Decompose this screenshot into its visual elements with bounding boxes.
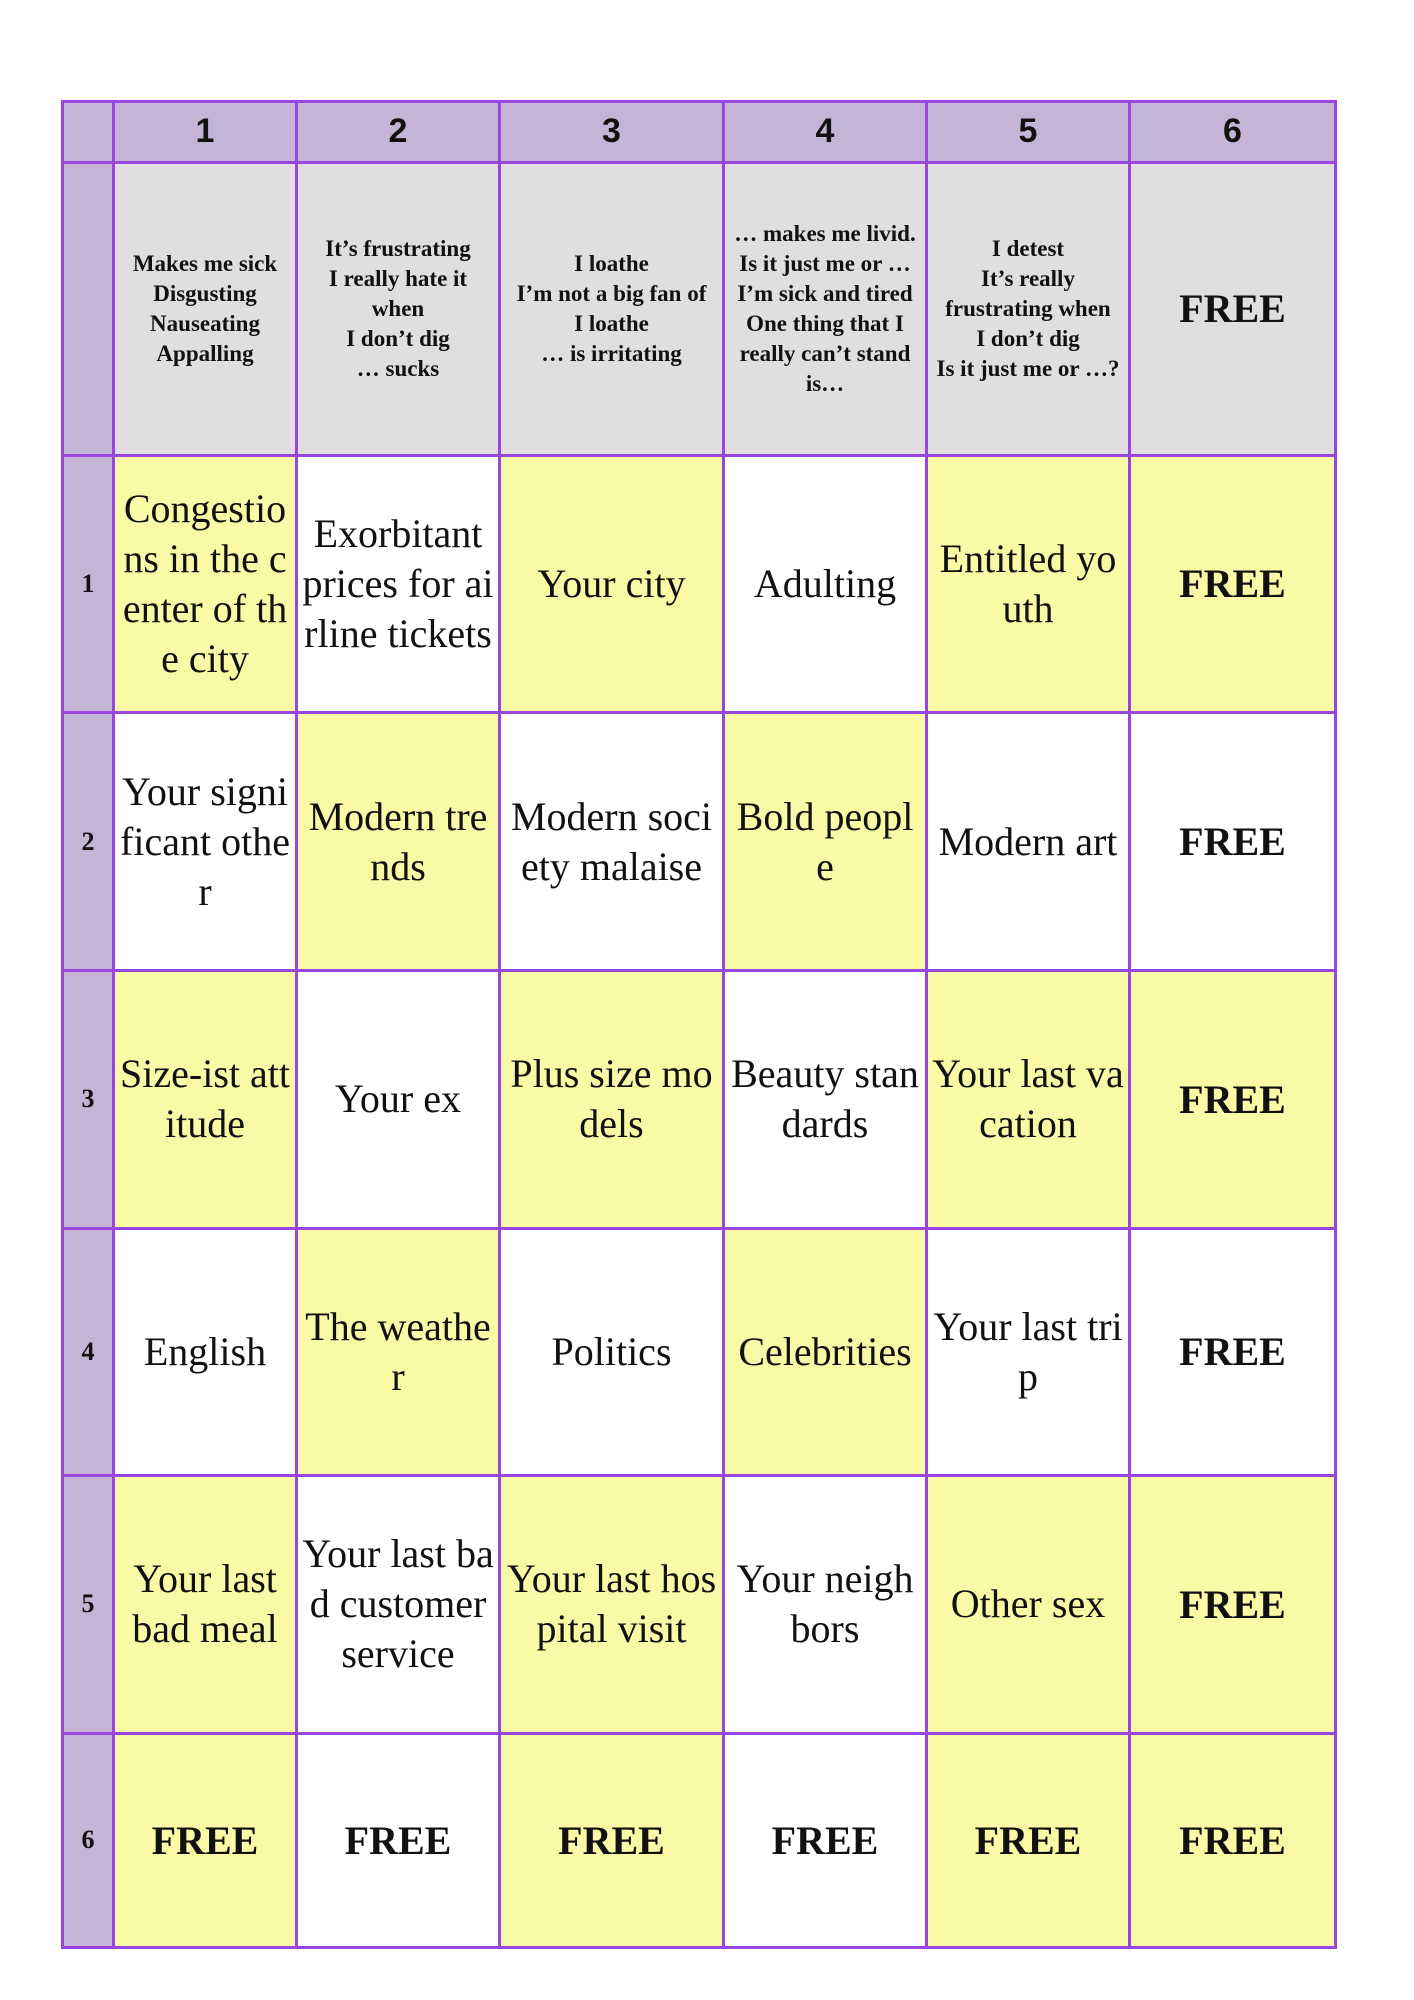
phrase-text: I loathe	[574, 250, 649, 276]
topic-cell: Your last trip	[927, 1228, 1130, 1476]
topic-cell: The weather	[297, 1228, 500, 1476]
row-number: 3	[63, 970, 114, 1228]
topic-cell: Your city	[500, 455, 724, 713]
phrase-text: I’m sick and tired	[737, 280, 913, 306]
phrase-text: One thing that I really can’t stand is…	[739, 310, 911, 396]
topic-cell: Your last vacation	[927, 970, 1130, 1228]
topic-cell: Plus size models	[500, 970, 724, 1228]
free-cell: FREE	[927, 1733, 1130, 1947]
phrase-text: I detest	[991, 235, 1065, 261]
column-number: 1	[114, 102, 297, 163]
topic-cell: Entitled youth	[927, 455, 1130, 713]
topic-row	[63, 455, 1336, 713]
free-cell: FREE	[297, 1733, 500, 1947]
free-cell: FREE	[114, 1733, 297, 1947]
free-cell: FREE	[1130, 970, 1336, 1228]
phrase-cell	[297, 162, 500, 455]
phrase-text: I’m not a big fan of	[516, 280, 707, 306]
phrase-cell	[927, 162, 1130, 455]
column-number: 2	[297, 102, 500, 163]
row-number: 4	[63, 1228, 114, 1476]
free-cell: FREE	[724, 1733, 927, 1947]
topic-row	[63, 713, 1336, 971]
topic-cell: Your last bad customer service	[297, 1476, 500, 1734]
free-cell: FREE	[1130, 455, 1336, 713]
phrase-text: Is it just me or …?	[936, 355, 1120, 381]
topic-cell: Modern society malaise	[500, 713, 724, 971]
topic-cell: Celebrities	[724, 1228, 927, 1476]
column-number: 4	[724, 102, 927, 163]
topic-row	[63, 1733, 1336, 1947]
topic-cell: Adulting	[724, 455, 927, 713]
free-cell: FREE	[1130, 162, 1336, 455]
topic-cell: Bold people	[724, 713, 927, 971]
row-number: 1	[63, 455, 114, 713]
phrase-text: It’s frustrating	[325, 235, 471, 261]
phrase-text: … is irritating	[541, 340, 682, 366]
free-cell: FREE	[500, 1733, 724, 1947]
phrase-text: It’s really frustrating when	[945, 265, 1111, 321]
phrase-text: … sucks	[356, 355, 440, 381]
topic-cell: English	[114, 1228, 297, 1476]
free-cell: FREE	[1130, 1476, 1336, 1734]
topic-row	[63, 1228, 1336, 1476]
phrase-text: I really hate it when	[328, 265, 468, 321]
corner-cell	[63, 102, 114, 163]
topic-row	[63, 1476, 1336, 1734]
topic-cell: Modern art	[927, 713, 1130, 971]
phrase-text: … makes me livid.	[734, 220, 916, 246]
topic-cell: Size-ist attitude	[114, 970, 297, 1228]
phrase-row-header	[63, 162, 114, 455]
phrase-text: I loathe	[574, 310, 649, 336]
phrase-cell	[724, 162, 927, 455]
topic-cell: Politics	[500, 1228, 724, 1476]
phrase-text: Disgusting	[153, 280, 257, 306]
column-number: 5	[927, 102, 1130, 163]
row-number: 5	[63, 1476, 114, 1734]
column-number: 6	[1130, 102, 1336, 163]
topic-cell: Your last bad meal	[114, 1476, 297, 1734]
column-header-row	[63, 102, 1336, 163]
topic-cell: Your significant other	[114, 713, 297, 971]
phrase-row	[63, 162, 1336, 455]
phrase-text: Nauseating	[150, 310, 260, 336]
phrase-text: I don’t dig	[976, 325, 1080, 351]
free-cell: FREE	[1130, 713, 1336, 971]
row-number: 2	[63, 713, 114, 971]
phrase-text: Appalling	[156, 340, 254, 366]
column-number: 3	[500, 102, 724, 163]
topic-cell: Your neighbors	[724, 1476, 927, 1734]
phrase-text: Makes me sick	[132, 250, 278, 276]
bingo-grid	[61, 100, 1337, 1949]
topic-cell: Beauty standards	[724, 970, 927, 1228]
topic-cell: Congestions in the center of the city	[114, 455, 297, 713]
free-cell: FREE	[1130, 1733, 1336, 1947]
row-number: 6	[63, 1733, 114, 1947]
topic-cell: Other sex	[927, 1476, 1130, 1734]
topic-cell: Your last hospital visit	[500, 1476, 724, 1734]
topic-cell: Modern trends	[297, 713, 500, 971]
topic-row	[63, 970, 1336, 1228]
phrase-cell	[500, 162, 724, 455]
phrase-cell	[114, 162, 297, 455]
topic-cell: Exorbitant prices for airline tickets	[297, 455, 500, 713]
phrase-text: Is it just me or …	[739, 250, 911, 276]
topic-cell: Your ex	[297, 970, 500, 1228]
phrase-text: I don’t dig	[346, 325, 450, 351]
free-cell: FREE	[1130, 1228, 1336, 1476]
